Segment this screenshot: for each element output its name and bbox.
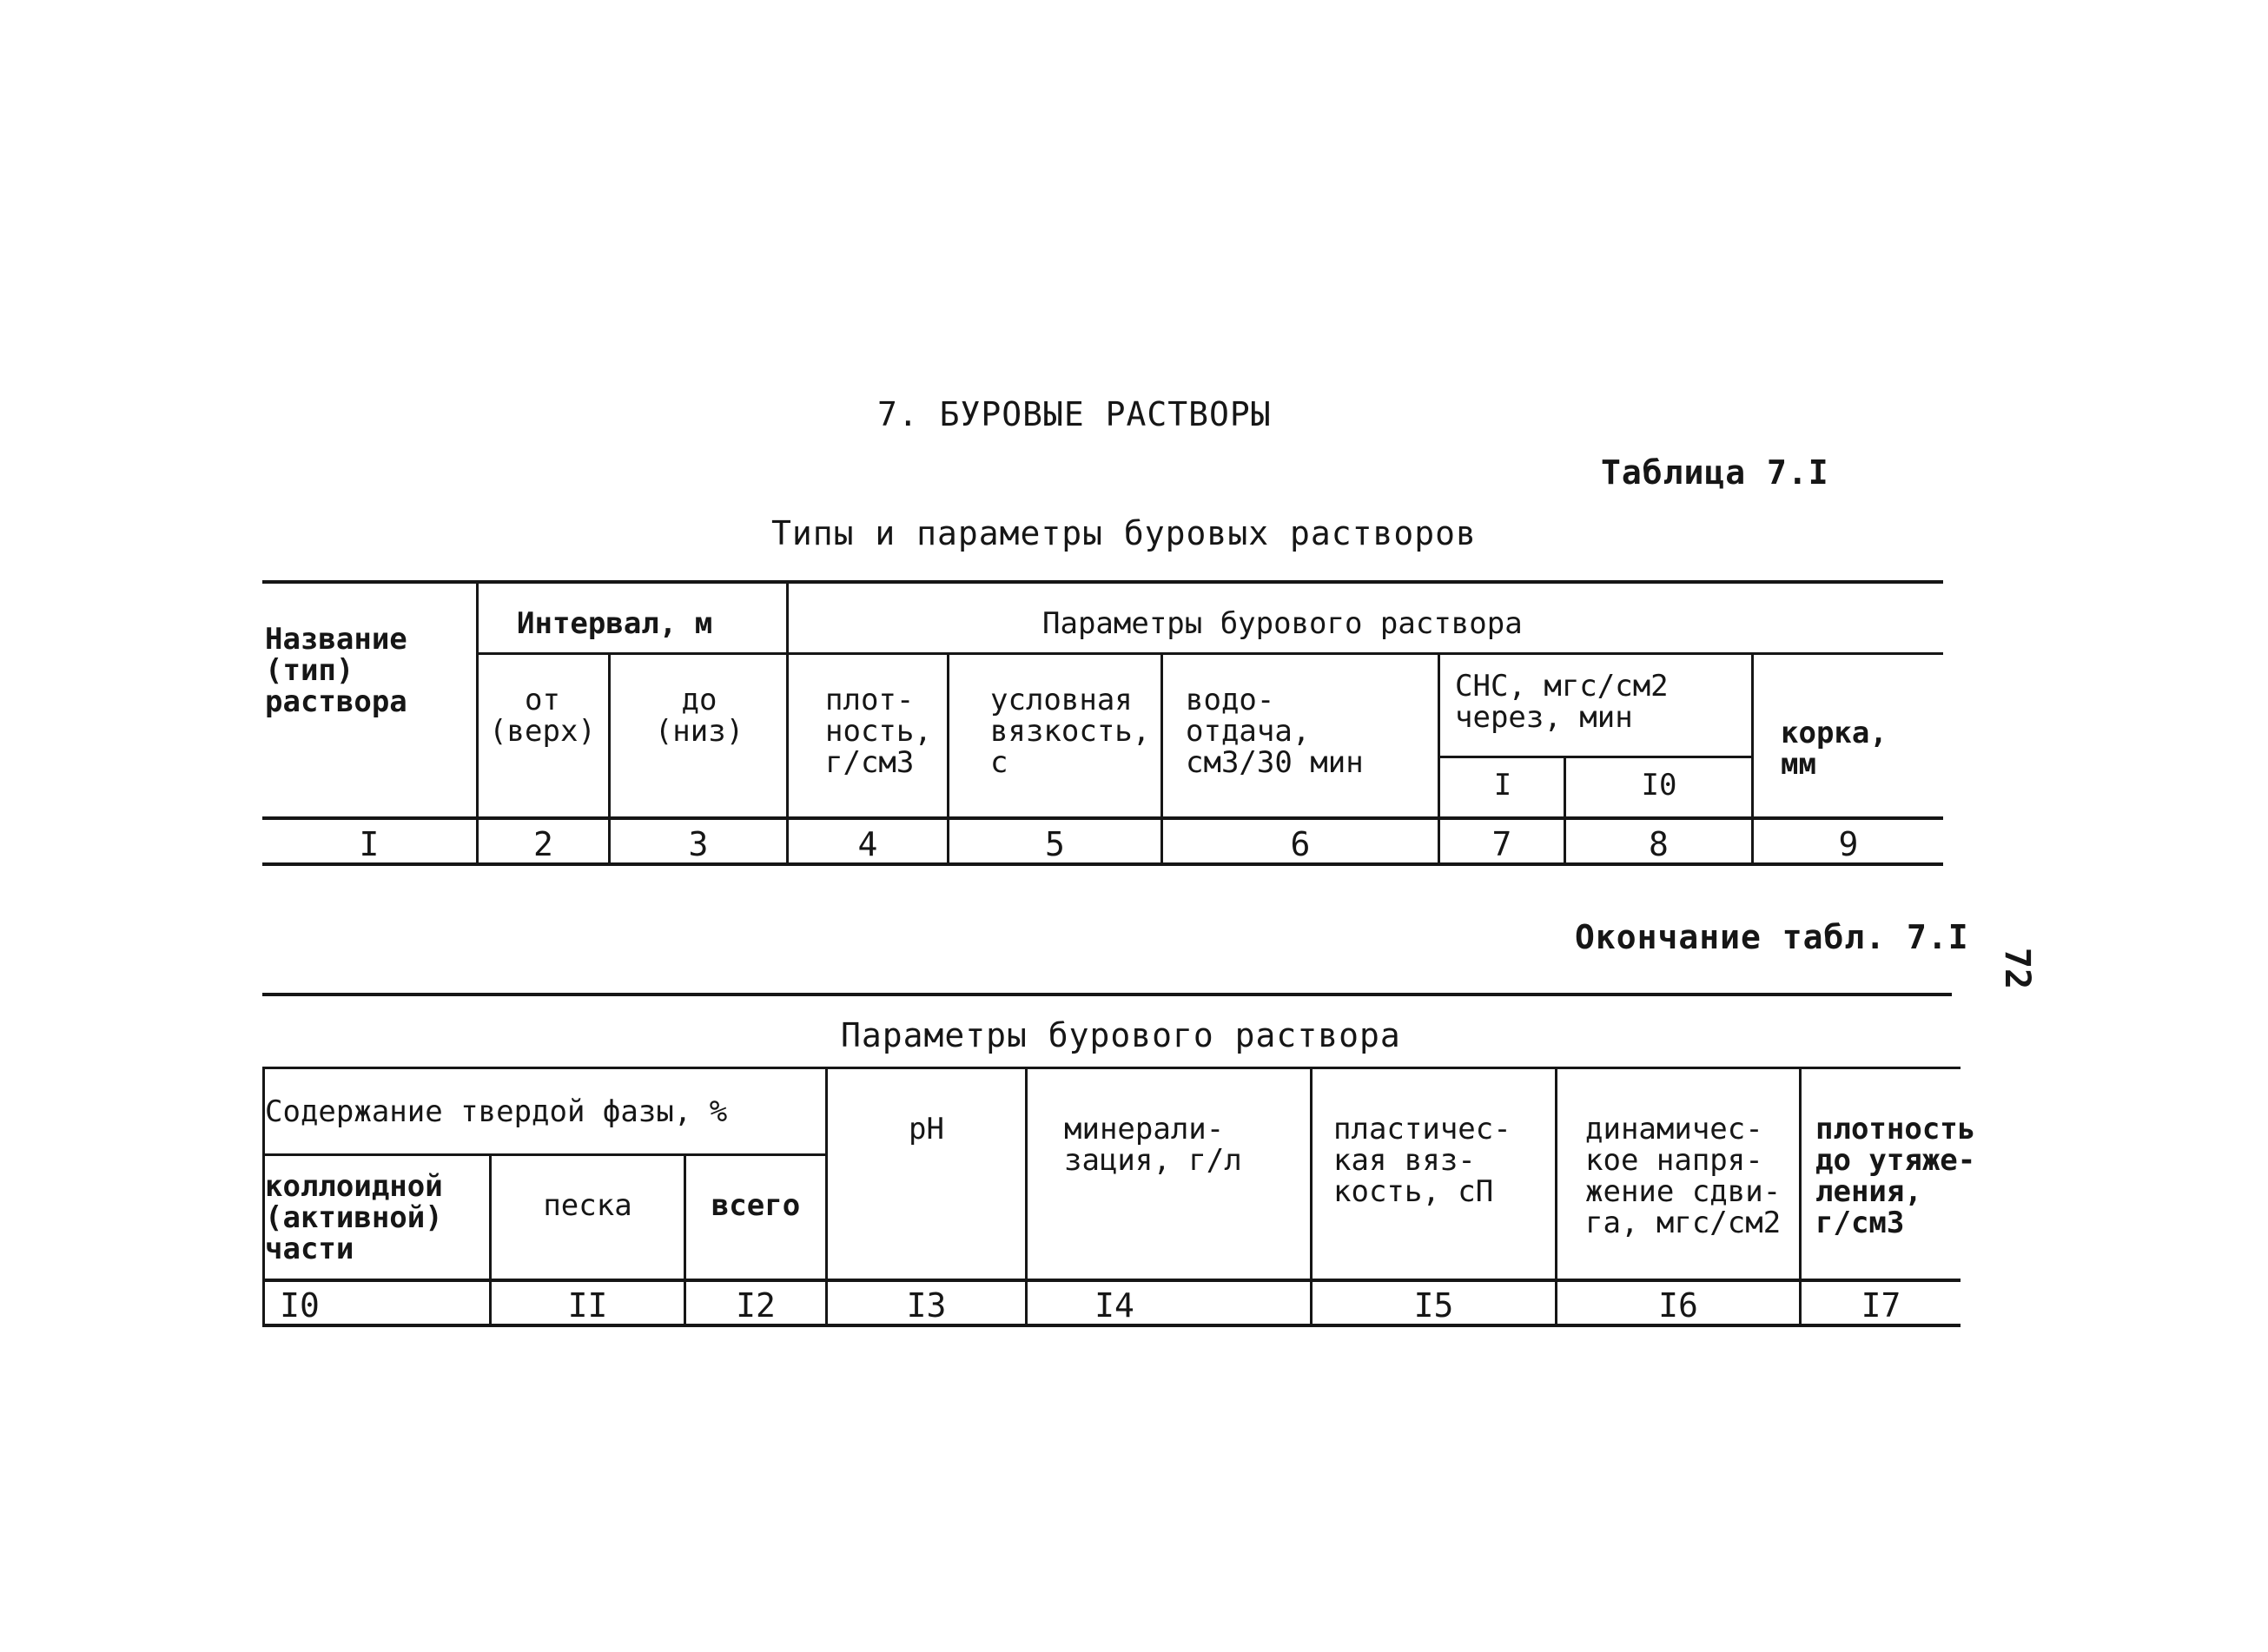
t1-col-number: 5: [1045, 825, 1065, 863]
t1-subheader-line: [478, 652, 1943, 655]
section-title: 7. БУРОВЫЕ РАСТВОРЫ: [877, 395, 1272, 433]
t2-header-bottom: [262, 1279, 1961, 1282]
t1-interval-group: Интервал, м: [517, 606, 713, 641]
t1-params-group: Параметры бурового раствора: [1042, 606, 1523, 641]
t1-col-number: I: [359, 825, 380, 863]
t2-dynamic-stress: динамичес- кое напря- жение сдви- га, мгс/см2: [1585, 1112, 1782, 1240]
t2-mineralization: минерали- зация, г/л: [1064, 1112, 1242, 1178]
table-label: Таблица 7.I: [1601, 453, 1829, 492]
t1-col-number: 4: [857, 825, 878, 863]
t2-header-top: [262, 1067, 1961, 1069]
t1-to: до (низ): [654, 683, 744, 749]
t2-sand: песка: [543, 1188, 632, 1223]
t1-col-number: 7: [1491, 825, 1512, 863]
t1-sns-group: СНС, мгс/см2 через, мин: [1455, 669, 1669, 735]
t2-col-number: I4: [1094, 1286, 1134, 1325]
t1-vline: [476, 580, 479, 865]
t1-sns-1: I: [1493, 768, 1512, 803]
t2-col-number: I6: [1658, 1286, 1698, 1325]
t1-from: от (верх): [489, 683, 596, 749]
t2-total: всего: [711, 1188, 801, 1223]
t1-sns-line: [1438, 756, 1752, 758]
t1-crust: корка, мм: [1781, 716, 1888, 782]
t2-params-caption: Параметры бурового раствора: [841, 1016, 1401, 1054]
t1-col-number: 8: [1649, 825, 1669, 863]
t1-col-name: Название (тип) раствора: [265, 622, 407, 719]
continuation-label: Окончание табл. 7.I: [1575, 918, 1969, 956]
t1-top-border: [262, 580, 1943, 584]
t1-header-bottom: [262, 816, 1943, 820]
t1-col-number: 2: [533, 825, 553, 863]
t1-viscosity: условная вязкость, с: [990, 683, 1151, 780]
t1-col-number: 9: [1838, 825, 1859, 863]
t2-col-number: I7: [1861, 1286, 1901, 1325]
t2-col-number: I2: [736, 1286, 776, 1325]
t1-col-number: 3: [688, 825, 709, 863]
t2-plastic-viscosity: пластичес- кая вяз- кость, сП: [1333, 1112, 1511, 1209]
t2-solids-line: [262, 1153, 827, 1156]
t1-vline: [786, 580, 789, 865]
t2-col-number: I3: [906, 1286, 947, 1325]
table-caption: Типы и параметры буровых растворов: [771, 514, 1477, 552]
t1-sns-10: I0: [1641, 768, 1677, 803]
t2-density-before: плотность до утяже- ления, г/см3: [1815, 1112, 1976, 1240]
t2-solids-group: Содержание твердой фазы, %: [265, 1094, 728, 1129]
page-number: 72: [1997, 947, 2038, 990]
t2-col-number: II: [567, 1286, 608, 1325]
t2-ph: pH: [909, 1112, 944, 1146]
t2-colloid: коллоидной (активной) части: [265, 1169, 443, 1266]
t1-col-number: 6: [1290, 825, 1311, 863]
t2-col-number: I5: [1413, 1286, 1454, 1325]
t2-col-number: I0: [280, 1286, 320, 1325]
t1-density: плот- ность, г/см3: [825, 683, 932, 780]
t1-filtration: водо- отдача, см3/30 мин: [1186, 683, 1364, 780]
t2-top-rule: [262, 993, 1952, 996]
